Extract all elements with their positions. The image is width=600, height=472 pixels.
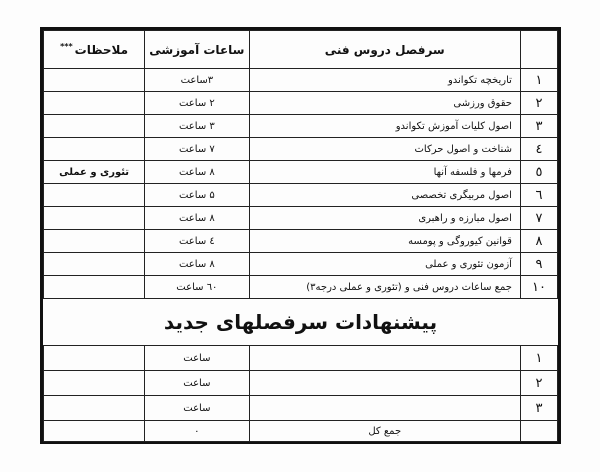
row-number: ٢ <box>520 371 557 396</box>
row-subject <box>249 396 520 421</box>
row-subject: حقوق ورزشی <box>249 92 520 115</box>
row-notes <box>44 396 145 421</box>
row-subject: اصول مربیگری تخصصی <box>249 184 520 207</box>
row-hours: ۲ ساعت <box>145 92 249 115</box>
row-hours: ۳ ساعت <box>145 115 249 138</box>
row-number: ٢ <box>520 92 557 115</box>
row-hours: ۳ساعت <box>145 69 249 92</box>
row-subject: آزمون تئوری و عملی <box>249 253 520 276</box>
row-notes <box>44 92 145 115</box>
row-hours: ساعت <box>145 346 249 371</box>
header-row <box>44 31 558 69</box>
row-notes <box>44 253 145 276</box>
table-row <box>44 346 558 371</box>
table-row <box>44 253 558 276</box>
new-topics-heading: پیشنهادات سرفصلهای جدید <box>44 299 558 346</box>
row-subject: فرمها و فلسفه آنها <box>249 161 520 184</box>
total-number <box>520 421 557 442</box>
total-row <box>44 421 558 442</box>
header-hours: ساعات آموزشی <box>145 31 249 69</box>
row-number: ٩ <box>520 253 557 276</box>
row-hours: ۷ ساعت <box>145 138 249 161</box>
header-notes-mark: *** <box>60 42 73 51</box>
row-hours: ساعت <box>145 371 249 396</box>
total-notes <box>44 421 145 442</box>
row-notes <box>44 69 145 92</box>
row-notes <box>44 115 145 138</box>
header-number <box>520 31 557 69</box>
row-subject <box>249 346 520 371</box>
row-subject: شناخت و اصول حرکات <box>249 138 520 161</box>
row-notes: تئوری و عملی <box>44 161 145 184</box>
table-row <box>44 69 558 92</box>
row-hours: ٦٠ ساعت <box>145 276 249 299</box>
row-number: ٧ <box>520 207 557 230</box>
row-number: ١ <box>520 346 557 371</box>
table-row <box>44 396 558 421</box>
table-row <box>44 207 558 230</box>
row-number: ٣ <box>520 115 557 138</box>
row-number: ٥ <box>520 161 557 184</box>
table-row <box>44 161 558 184</box>
row-number: ٤ <box>520 138 557 161</box>
row-notes <box>44 138 145 161</box>
header-notes <box>44 31 145 69</box>
banner-row <box>44 299 558 346</box>
table-row <box>44 276 558 299</box>
total-hours: ۰ <box>145 421 249 442</box>
row-hours: ۸ ساعت <box>145 253 249 276</box>
row-subject: اصول کلیات آموزش تکواندو <box>249 115 520 138</box>
row-notes <box>44 207 145 230</box>
row-number: ٣ <box>520 396 557 421</box>
header-notes-label: ملاحظات <box>74 43 129 57</box>
total-label: جمع کل <box>249 421 520 442</box>
table-row <box>44 138 558 161</box>
row-hours: ۸ ساعت <box>145 207 249 230</box>
row-subject: جمع ساعات دروس فنی و (تئوری و عملی درجه۳) <box>249 276 520 299</box>
row-notes <box>44 371 145 396</box>
row-notes <box>44 230 145 253</box>
row-hours: ۵ ساعت <box>145 184 249 207</box>
row-subject: اصول مبارزه و راهبری <box>249 207 520 230</box>
table-row <box>44 115 558 138</box>
row-notes <box>44 276 145 299</box>
header-subject: سرفصل دروس فنی <box>249 31 520 69</box>
row-number: ٦ <box>520 184 557 207</box>
row-number: ١٠ <box>520 276 557 299</box>
row-subject: قوانین کیوروگی و پومسه <box>249 230 520 253</box>
row-notes <box>44 184 145 207</box>
row-subject: تاریخچه تکواندو <box>249 69 520 92</box>
row-hours: ساعت <box>145 396 249 421</box>
row-number: ٨ <box>520 230 557 253</box>
row-hours: ۸ ساعت <box>145 161 249 184</box>
table-row <box>44 92 558 115</box>
table-frame <box>40 27 561 444</box>
table-row <box>44 371 558 396</box>
row-number: ١ <box>520 69 557 92</box>
row-hours: ٤ ساعت <box>145 230 249 253</box>
table-row <box>44 184 558 207</box>
row-subject <box>249 371 520 396</box>
curriculum-table <box>43 30 558 442</box>
table-row <box>44 230 558 253</box>
row-notes <box>44 346 145 371</box>
